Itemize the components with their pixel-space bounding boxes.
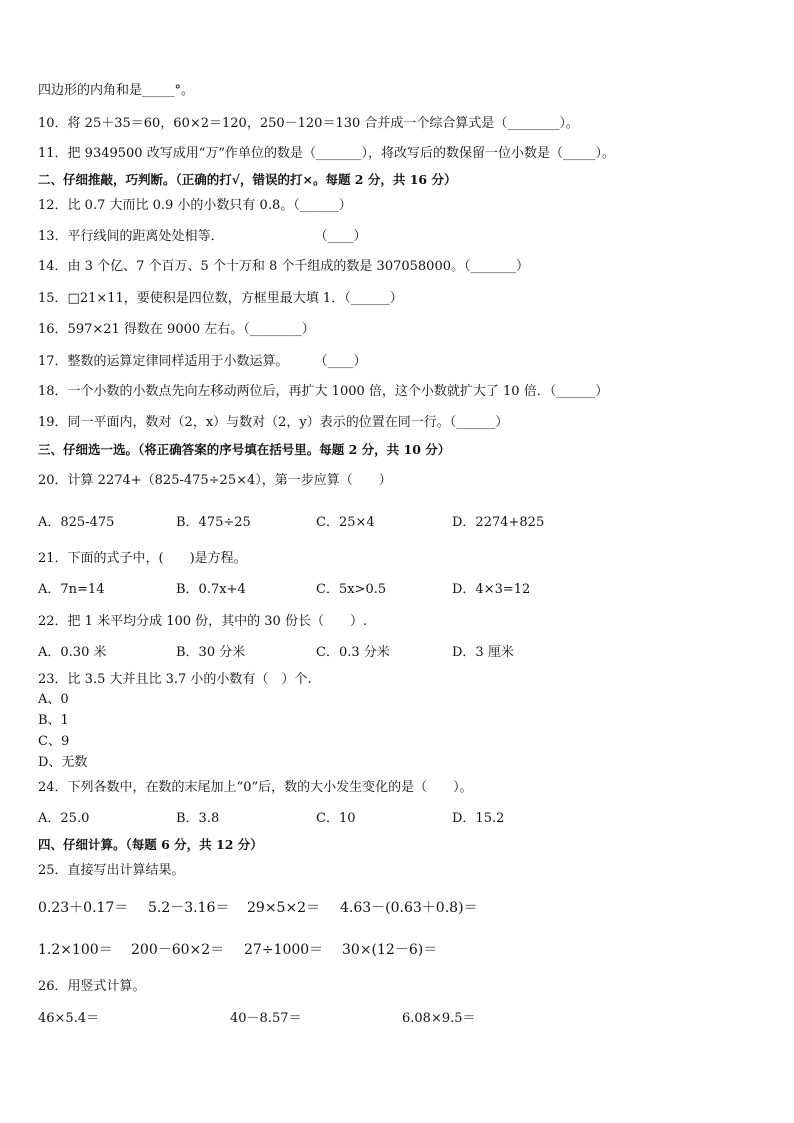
calc25-r1-c3: 29×5×2＝ xyxy=(247,900,321,916)
question-25: 25．直接写出计算结果。 xyxy=(38,863,185,878)
question-14: 14．由 3 个亿、7 个百万、5 个十万和 8 个千组成的数是 307058000。（_______） xyxy=(38,259,529,274)
q23-option-c: C、9 xyxy=(38,734,70,749)
question-10: 10．将 25＋35＝60，60×2＝120，250－120＝130 合并成一个综合算式是（________）。 xyxy=(38,116,579,131)
section-4-heading: 四、仔细计算。（每题 6 分，共 12 分） xyxy=(38,837,263,852)
calc25-r1-c4: 4.63－(0.63＋0.8)＝ xyxy=(340,900,478,916)
q24-option-b: B．3.8 xyxy=(176,811,220,826)
question-26: 26．用竖式计算。 xyxy=(38,979,146,994)
q21-option-d: D．4×3=12 xyxy=(452,582,531,597)
q24-option-d: D．15.2 xyxy=(452,811,505,826)
calc25-r2-c2: 200－60×2＝ xyxy=(131,942,225,958)
question-19: 19．同一平面内，数对（2，x）与数对（2，y）表示的位置在同一行。（______） xyxy=(38,415,509,430)
q21-option-a: A．7n=14 xyxy=(38,582,105,597)
question-11: 11．把 9349500 改写成用“万”作单位的数是（_______），将改写后的数保留一位小数是（_____）。 xyxy=(38,146,615,161)
calc26-item-1: 46×5.4＝ xyxy=(38,1011,100,1026)
question-21: 21．下面的式子中，( )是方程。 xyxy=(38,551,247,566)
question-22: 22．把 1 米平均分成 100 份，其中的 30 份长（ ）. xyxy=(38,614,368,629)
q20-option-b: B．475÷25 xyxy=(176,515,251,530)
q22-option-b: B．30 分米 xyxy=(176,645,246,660)
q20-option-d: D．2274+825 xyxy=(452,515,545,530)
q9-tail: 四边形的内角和是_____°。 xyxy=(38,83,195,98)
q23-option-d: D、无数 xyxy=(38,755,88,770)
question-24: 24．下列各数中，在数的末尾加上“0”后，数的大小发生变化的是（ ）。 xyxy=(38,780,473,795)
q20-option-a: A．825-475 xyxy=(38,515,115,530)
q24-option-c: C．10 xyxy=(316,811,356,826)
q22-option-d: D．3 厘米 xyxy=(452,645,514,660)
calc25-r2-c3: 27÷1000＝ xyxy=(244,942,324,958)
q21-option-c: C．5x>0.5 xyxy=(316,582,387,597)
q23-option-a: A、0 xyxy=(38,692,69,707)
calc25-r1-c1: 0.23＋0.17＝ xyxy=(38,900,129,916)
question-12: 12．比 0.7 大而比 0.9 小的小数只有 0.8。（______） xyxy=(38,198,352,213)
calc25-r2-c1: 1.2×100＝ xyxy=(38,942,113,958)
calc25-r2-c4: 30×(12－6)＝ xyxy=(342,942,438,958)
q23-option-b: B、1 xyxy=(38,713,69,728)
q21-option-b: B．0.7x+4 xyxy=(176,582,246,597)
question-23: 23．比 3.5 大并且比 3.7 小的小数有（ ）个. xyxy=(38,672,312,687)
calc26-item-3: 6.08×9.5＝ xyxy=(402,1011,476,1026)
calc26-item-2: 40－8.57＝ xyxy=(230,1011,302,1026)
question-16: 16．597×21 得数在 9000 左右。（________） xyxy=(38,322,315,337)
question-18: 18．一个小数的小数点先向左移动两位后，再扩大 1000 倍，这个小数就扩大了 10 倍．（______） xyxy=(38,384,609,399)
calc25-r1-c2: 5.2－3.16＝ xyxy=(148,900,230,916)
question-15: 15．□21×11，要使积是四位数，方框里最大填 1．（______） xyxy=(38,291,403,306)
question-20: 20．计算 2274+（825-475÷25×4），第一步应算（ ） xyxy=(38,473,392,488)
q24-option-a: A．25.0 xyxy=(38,811,90,826)
q20-option-c: C．25×4 xyxy=(316,515,375,530)
question-17: 17．整数的运算定律同样适用于小数运算。 （____） xyxy=(38,354,367,369)
section-2-heading: 二、仔细推敲，巧判断。（正确的打√，错误的打×。每题 2 分，共 16 分） xyxy=(38,172,457,187)
question-13: 13．平行线间的距离处处相等． （____） xyxy=(38,229,367,244)
q22-option-a: A．0.30 米 xyxy=(38,645,107,660)
section-3-heading: 三、仔细选一选。（将正确答案的序号填在括号里。每题 2 分，共 10 分） xyxy=(38,442,451,457)
q22-option-c: C．0.3 分米 xyxy=(316,645,390,660)
